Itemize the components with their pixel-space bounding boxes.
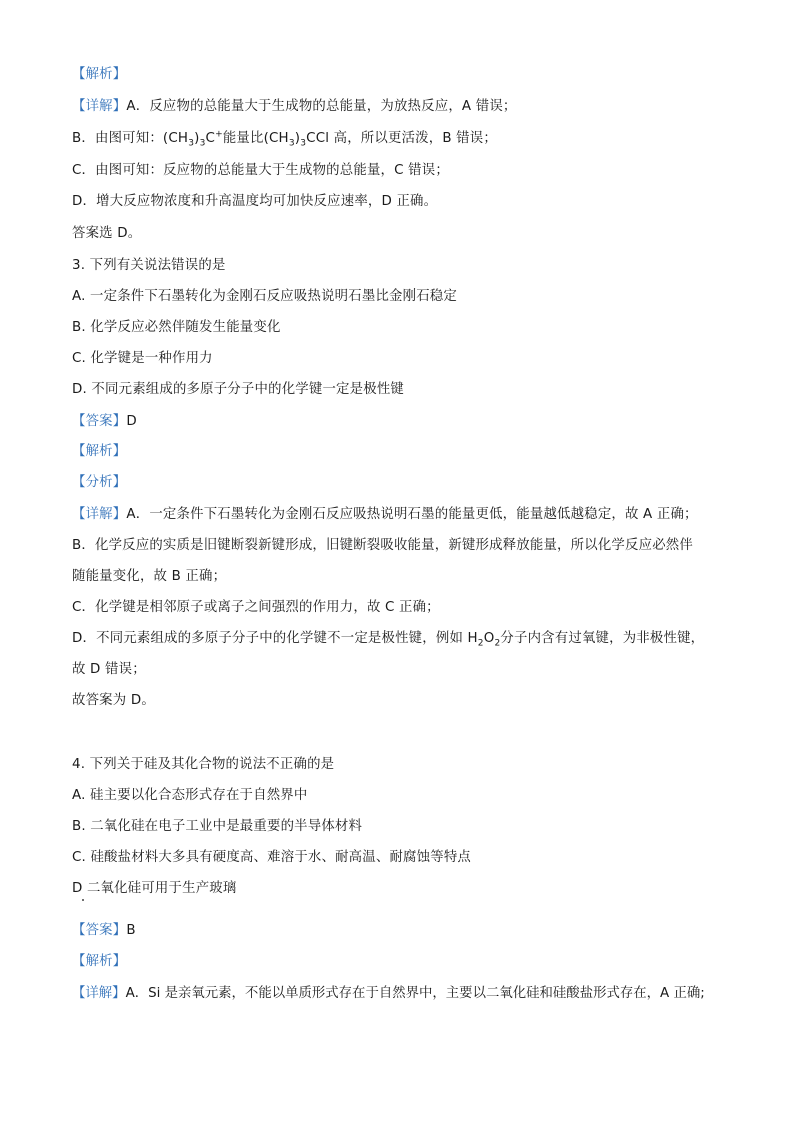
q3-option-b: B. 化学反应必然伴随发生能量变化 xyxy=(72,320,281,335)
q2-detail-d: D．增大反应物浓度和升高温度均可加快反应速率，D 正确。 xyxy=(72,194,438,209)
q3-detail-d-line2: 故 D 错误； xyxy=(72,662,146,677)
q3-fenxi-heading: 【分析】 xyxy=(72,475,127,490)
q3-stem: 3. 下列有关说法错误的是 xyxy=(72,258,226,273)
q4-detail-a: 【详解】A．Si 是亲氧元素，不能以单质形式存在于自然界中，主要以二氧化硅和硅酸盐形式存在，A 正确; xyxy=(72,986,705,1001)
q2-detail-b: B．由图可知：$(CH_3)_3C^+$能量比$(CH_3)_3CCl$ 高，所以更活泼，B 错误； xyxy=(72,129,497,149)
q4-option-c: C. 硅酸盐材料大多具有硬度高、难溶于水、耐高温、耐腐蚀等特点 xyxy=(72,850,471,865)
q3-jiexi-heading: 【解析】 xyxy=(72,444,127,459)
q3-option-d: D. 不同元素组成的多原子分子中的化学键一定是极性键 xyxy=(72,382,405,397)
q2-detail-a: 【详解】A．反应物的总能量大于生成物的总能量，为放热反应，A 错误； xyxy=(72,99,517,114)
q3-detail-d-line1: D．不同元素组成的多原子分子中的化学键不一定是极性键，例如 $H_2O_2$分子内含有过氧键，为非极性键， xyxy=(72,631,705,649)
stray-dot-mark xyxy=(82,899,84,901)
q4-jiexi-heading: 【解析】 xyxy=(72,954,127,969)
jiexi-heading: 【解析】 xyxy=(72,67,127,82)
q2-detail-c: C．由图可知：反应物的总能量大于生成物的总能量，C 错误； xyxy=(72,163,449,178)
q4-option-b: B. 二氧化硅在电子工业中是最重要的半导体材料 xyxy=(72,819,363,834)
q3-detail-a: 【详解】A．一定条件下石墨转化为金刚石反应吸热说明石墨的能量更低，能量越低越稳定，故 A 正确； xyxy=(72,507,698,522)
q4-answer: 【答案】B xyxy=(72,923,136,938)
q3-detail-b-line2: 随能量变化，故 B 正确； xyxy=(72,569,227,584)
q4-stem: 4. 下列关于硅及其化合物的说法不正确的是 xyxy=(72,757,335,772)
q4-option-d: D 二氧化硅可用于生产玻璃 xyxy=(72,881,237,896)
q3-detail-c: C．化学键是相邻原子或离子之间强烈的作用力，故 C 正确； xyxy=(72,600,440,615)
q3-answer: 【答案】D xyxy=(72,414,137,429)
q3-option-c: C. 化学键是一种作用力 xyxy=(72,351,213,366)
q3-conclusion: 故答案为 D。 xyxy=(72,693,155,708)
q3-detail-b-line1: B．化学反应的实质是旧键断裂新键形成，旧键断裂吸收能量，新键形成释放能量，所以化学反应必然伴 xyxy=(72,538,693,553)
q4-option-a: A. 硅主要以化合态形式存在于自然界中 xyxy=(72,788,308,803)
q3-option-a: A. 一定条件下石墨转化为金刚石反应吸热说明石墨比金刚石稳定 xyxy=(72,289,457,304)
q2-conclusion: 答案选 D。 xyxy=(72,226,142,241)
